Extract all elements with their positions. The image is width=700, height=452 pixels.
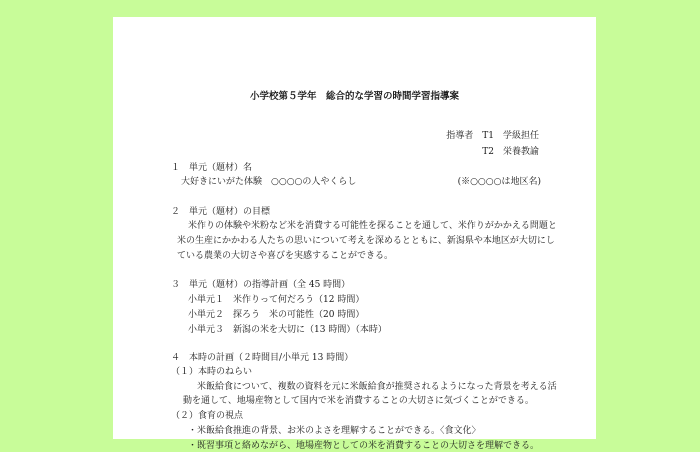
section2-heading: ２ 単元（題材）の目標	[171, 207, 271, 217]
section1-heading: １ 単元（題材）名	[171, 163, 253, 173]
section4-heading: ４ 本時の計画（２時間目/小単元 13 時間）	[171, 353, 354, 363]
section3-heading: ３ 単元（題材）の指導計画（全 45 時間）	[171, 280, 351, 290]
document-page	[113, 17, 596, 451]
aim-line-2: 動を通して、地場産物として国内で米を消費することの大切さに気づくことができる。	[183, 396, 534, 406]
aim-line-1: 米飯給食について、複数の資料を元に米飯給食が推奨されるようになった背景を考える活	[197, 382, 557, 392]
section4-sub2-heading: （２）食育の視点	[171, 411, 244, 421]
viewpoint-item-2: ・既習事項と絡めながら、地場産物としての米を消費することの大切さを理解できる。	[188, 441, 540, 451]
goal-line-2: 米の生産にかかわる人たちの思いについて考えを深めるとともに、新潟県や本地区が大切にし	[177, 236, 555, 246]
unit-name: 大好きにいがた体験 ○○○○の人やくらし	[181, 177, 357, 187]
instructor-line-1: 指導者 T1 学級担任	[446, 131, 539, 141]
viewpoint-item-1: ・米飯給食推進の背景、お米のよさを理解することができる。〈食文化〉	[188, 426, 481, 436]
section4-sub1-heading: （１）本時のねらい	[171, 367, 253, 377]
goal-line-3: ている農業の大切さや喜びを実感することができる。	[177, 251, 394, 261]
document-title: 小学校第５学年 総合的な学習の時間学習指導案	[249, 91, 459, 102]
goal-line-1: 米作りの体験や米粉など米を消費する可能性を探ることを通して、米作りがかかえる問題と	[188, 221, 557, 231]
plan-item-2: 小単元２ 探ろう 米の可能性（20 時間）	[188, 310, 365, 320]
instructor-line-2: T2 栄養教諭	[482, 147, 539, 157]
plan-item-1: 小単元１ 米作りって何だろう（12 時間）	[188, 295, 365, 305]
unit-note: (※○○○○は地区名)	[457, 177, 541, 187]
plan-item-3: 小単元３ 新潟の米を大切に（13 時間）（本時）	[188, 325, 387, 335]
